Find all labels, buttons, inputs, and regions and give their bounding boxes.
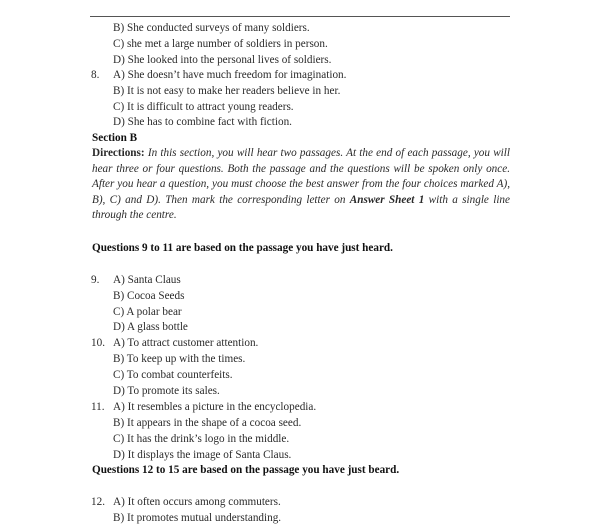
top-divider [90, 16, 510, 17]
q9-option-a: A) Santa Claus [113, 274, 181, 286]
q12-number: 12. [91, 496, 105, 508]
q9-option-d: D) A glass bottle [113, 321, 188, 333]
q7-option-c: C) she met a large number of soldiers in person. [113, 38, 328, 50]
q8-option-b: B) It is not easy to make her readers believe in her. [113, 85, 341, 97]
directions-tail: with a single line through the centre. [92, 193, 510, 222]
q11-option-b: B) It appears in the shape of a cocoa seed. [113, 417, 302, 429]
directions-label: Directions: [92, 147, 145, 159]
q10-number: 10. [91, 337, 105, 349]
q7-option-b: B) She conducted surveys of many soldiers. [113, 22, 310, 34]
q9-option-c: C) A polar bear [113, 306, 182, 318]
q12-option-b: B) It promotes mutual understanding. [113, 512, 282, 524]
answer-sheet-ref: Answer Sheet 1 [349, 193, 425, 206]
q10-option-d: D) To promote its sales. [113, 385, 220, 397]
q11-option-d: D) It displays the image of Santa Claus. [113, 449, 292, 461]
q9-number: 9. [91, 274, 100, 286]
section-b-directions [92, 146, 510, 224]
q9-option-b: B) Cocoa Seeds [113, 290, 185, 302]
q11-option-a: A) It resembles a picture in the encyclopedia. [113, 401, 317, 413]
q11-number: 11. [91, 401, 105, 413]
q8-option-a: A) She doesn’t have much freedom for imagination. [113, 69, 347, 81]
q12-option-a: A) It often occurs among commuters. [113, 496, 281, 508]
q11-option-c: C) It has the drink’s logo in the middle. [113, 433, 290, 445]
q8-option-c: C) It is difficult to attract young readers. [113, 101, 294, 113]
q8-number: 8. [91, 69, 100, 81]
q10-option-c: C) To combat counterfeits. [113, 369, 233, 381]
directions-body: In this section, you will hear two passages. At the end of each passage, you will hear three or four questions. Both the passage and the questions will be spoken only once. After you hear a question, you must choose the best answer from the four choices marked A), B), C) and D). Then mark the corresponding letter on [92, 147, 510, 206]
questions-9-11-heading: Questions 9 to 11 are based on the passage you have just heard. [92, 242, 393, 254]
q10-option-a: A) To attract customer attention. [113, 337, 259, 349]
q7-option-d: D) She looked into the personal lives of soldiers. [113, 54, 332, 66]
section-b-title: Section B [92, 132, 138, 144]
questions-12-15-heading: Questions 12 to 15 are based on the passage you have just beard. [92, 464, 400, 476]
q8-option-d: D) She has to combine fact with fiction. [113, 116, 292, 128]
q10-option-b: B) To keep up with the times. [113, 353, 246, 365]
